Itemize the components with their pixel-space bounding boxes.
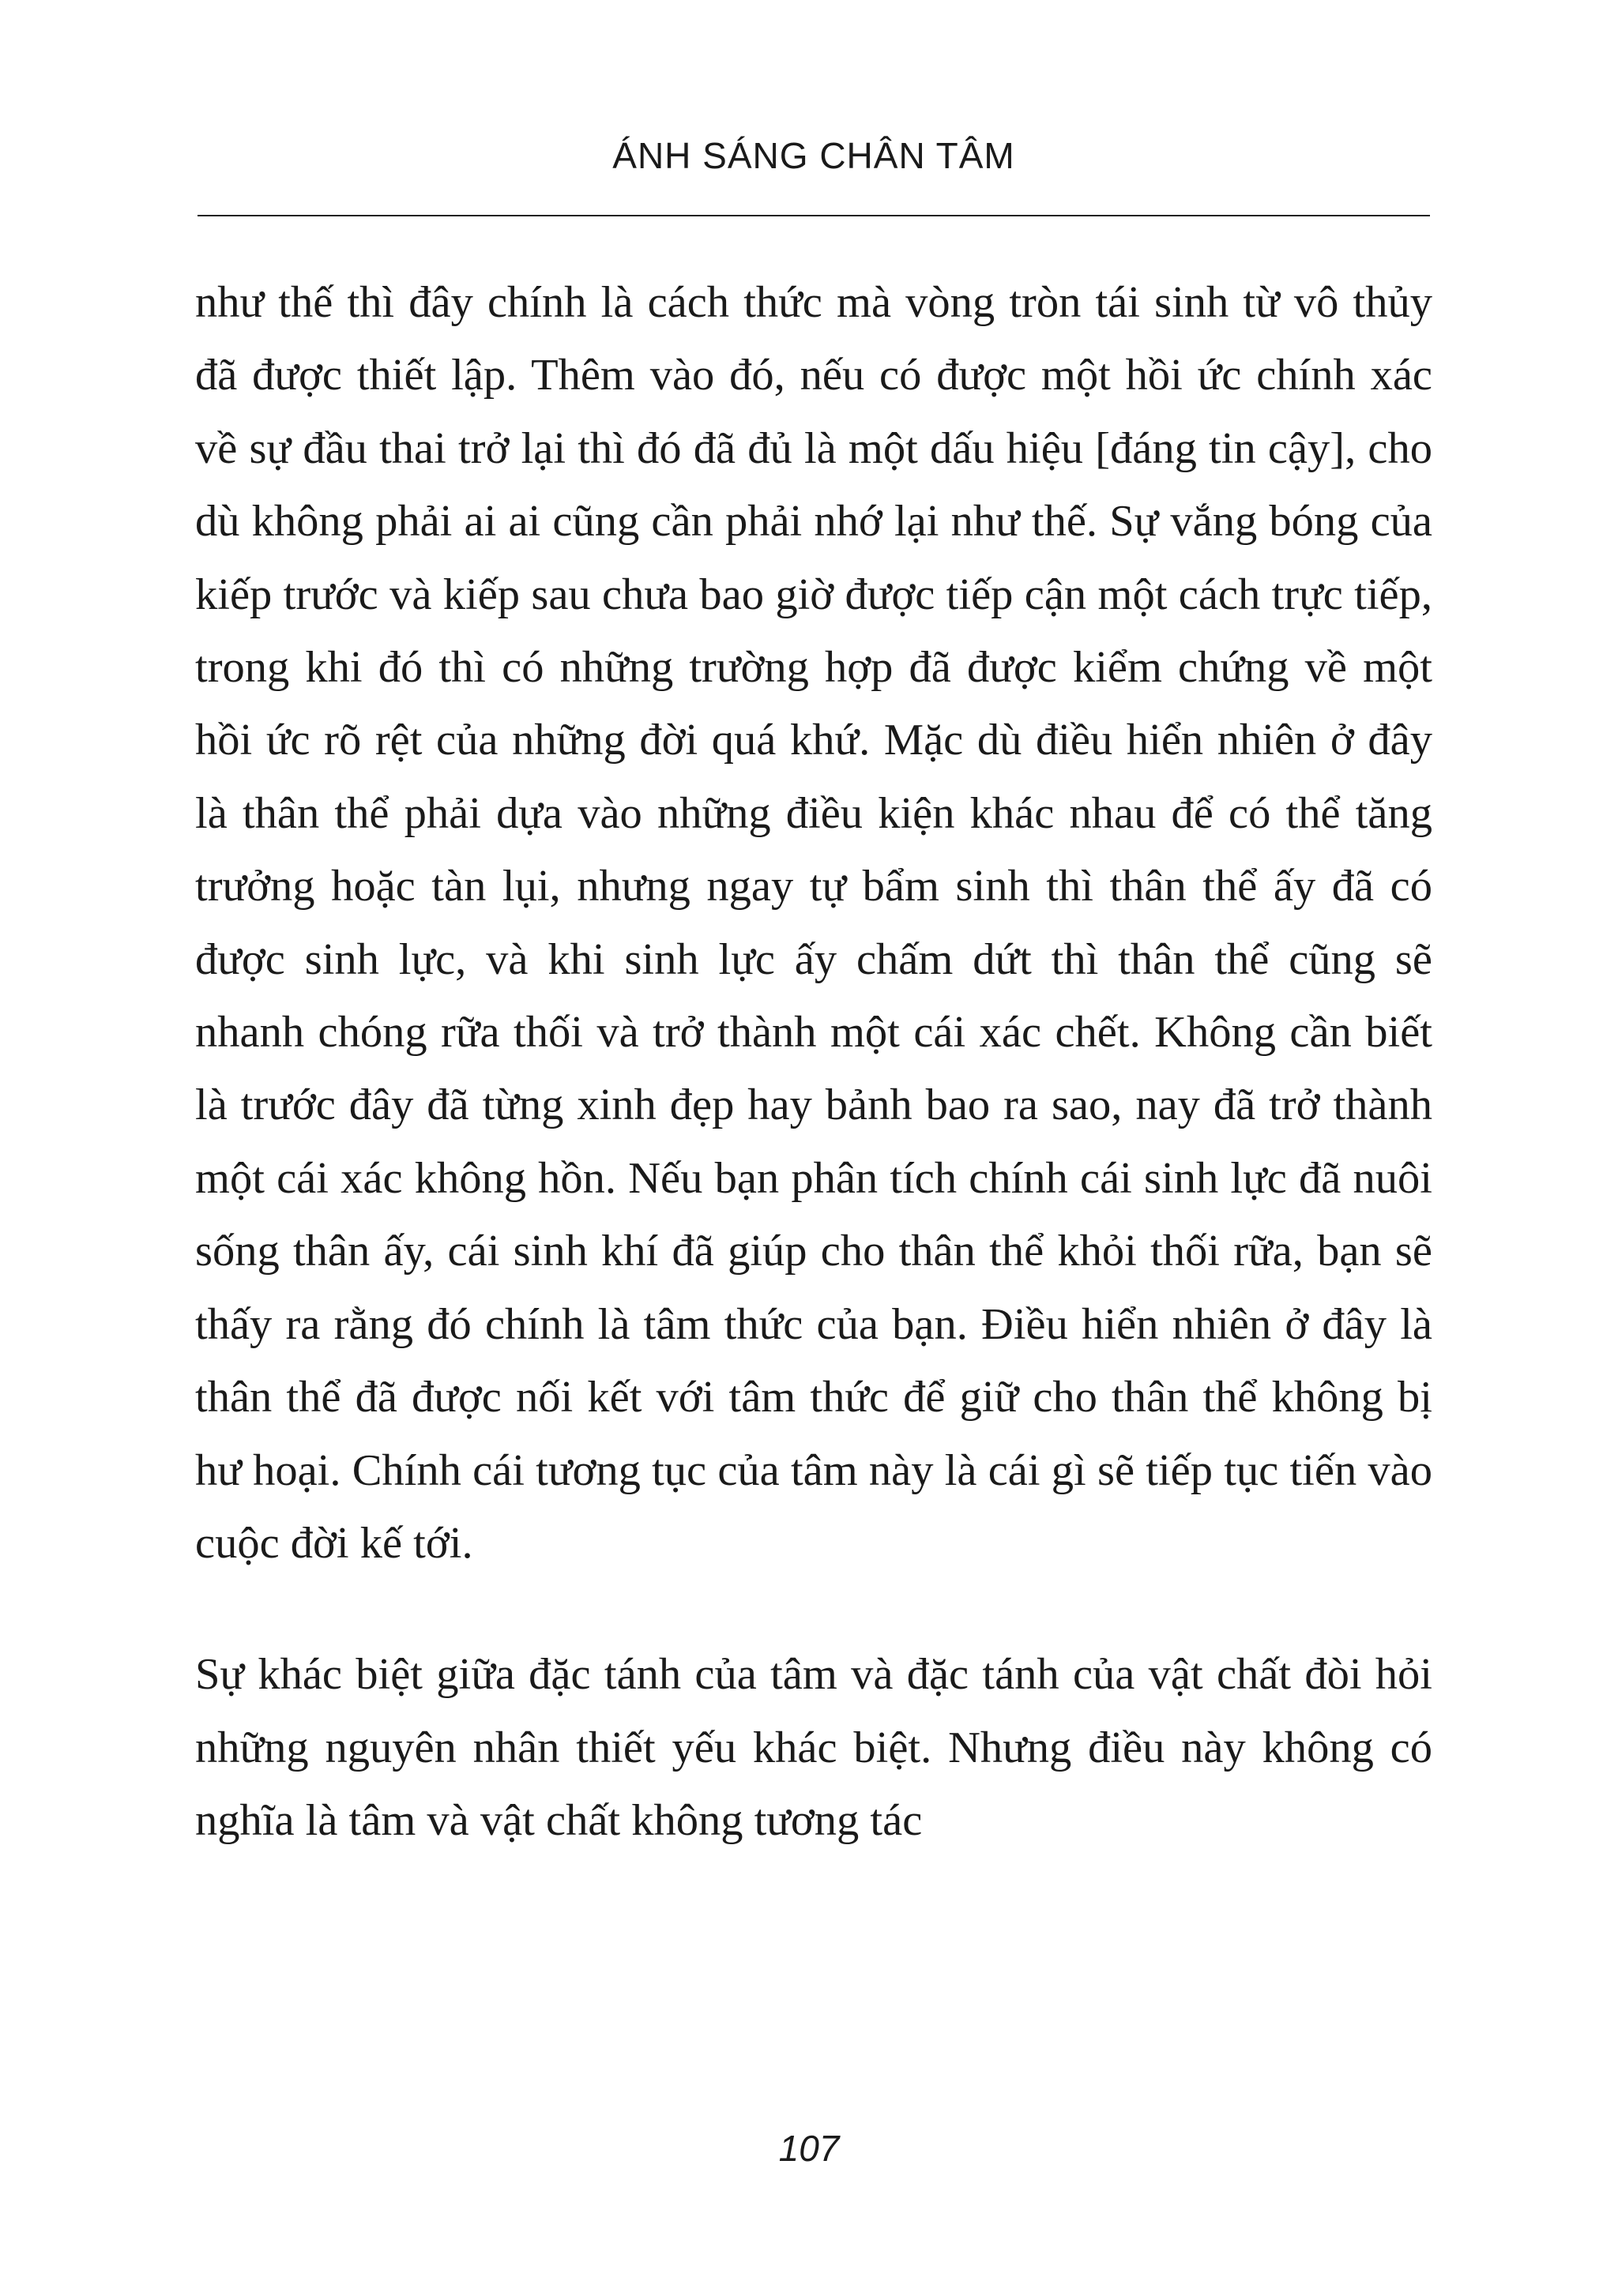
page-number: 107 — [778, 2128, 840, 2169]
header-rule — [198, 215, 1430, 216]
body-text — [195, 266, 1432, 1858]
paragraph-1: như thế thì đây chính là cách thức mà vòng tròn tái sinh từ vô thủy đã được thiết lập. Thêm vào đó, nếu có được một hồi ức chính xác về sự đầu thai trở lại thì đó đã đủ là một dấu hiệu [đáng tin cậy], cho dù không phải ai ai cũng cần phải nhớ lại như thế. Sự vắng bóng của kiếp trước và kiếp sau chưa bao giờ được tiếp cận một cách trực tiếp, trong khi đó thì có những trường hợp đã được kiểm chứng về một hồi ức rõ rệt của những đời quá khứ. Mặc dù điều hiển nhiên ở đây là thân thể phải dựa vào những điều kiện khác nhau để có thể tăng trưởng hoặc tàn lụi, nhưng ngay tự bẩm sinh thì thân thể ấy đã có được sinh lực, và khi sinh lực ấy chấm dứt thì thân thể cũng sẽ nhanh chóng rữa thối và trở thành một cái xác chết. Không cần biết là trước đây đã từng xinh đẹp hay bảnh bao ra sao, nay đã trở thành một cái xác không hồn. Nếu bạn phân tích chính cái sinh lực đã nuôi sống thân ấy, cái sinh khí đã giúp cho thân thể khỏi thối rữa, bạn sẽ thấy ra rằng đó chính là tâm thức của bạn. Điều hiển nhiên ở đây là thân thể đã được nối kết với tâm thức để giữ cho thân thể không bị hư hoại. Chính cái tương tục của tâm này là cái gì sẽ tiếp tục tiến vào cuộc đời kế tới. — [195, 278, 1432, 1568]
running-header: ÁNH SÁNG CHÂN TÂM — [612, 135, 1015, 176]
paragraph-2: Sự khác biệt giữa đặc tánh của tâm và đặc tánh của vật chất đòi hỏi những nguyên nhân thiết yếu khác biệt. Nhưng điều này không có nghĩa là tâm và vật chất không tương tác — [195, 1650, 1432, 1846]
